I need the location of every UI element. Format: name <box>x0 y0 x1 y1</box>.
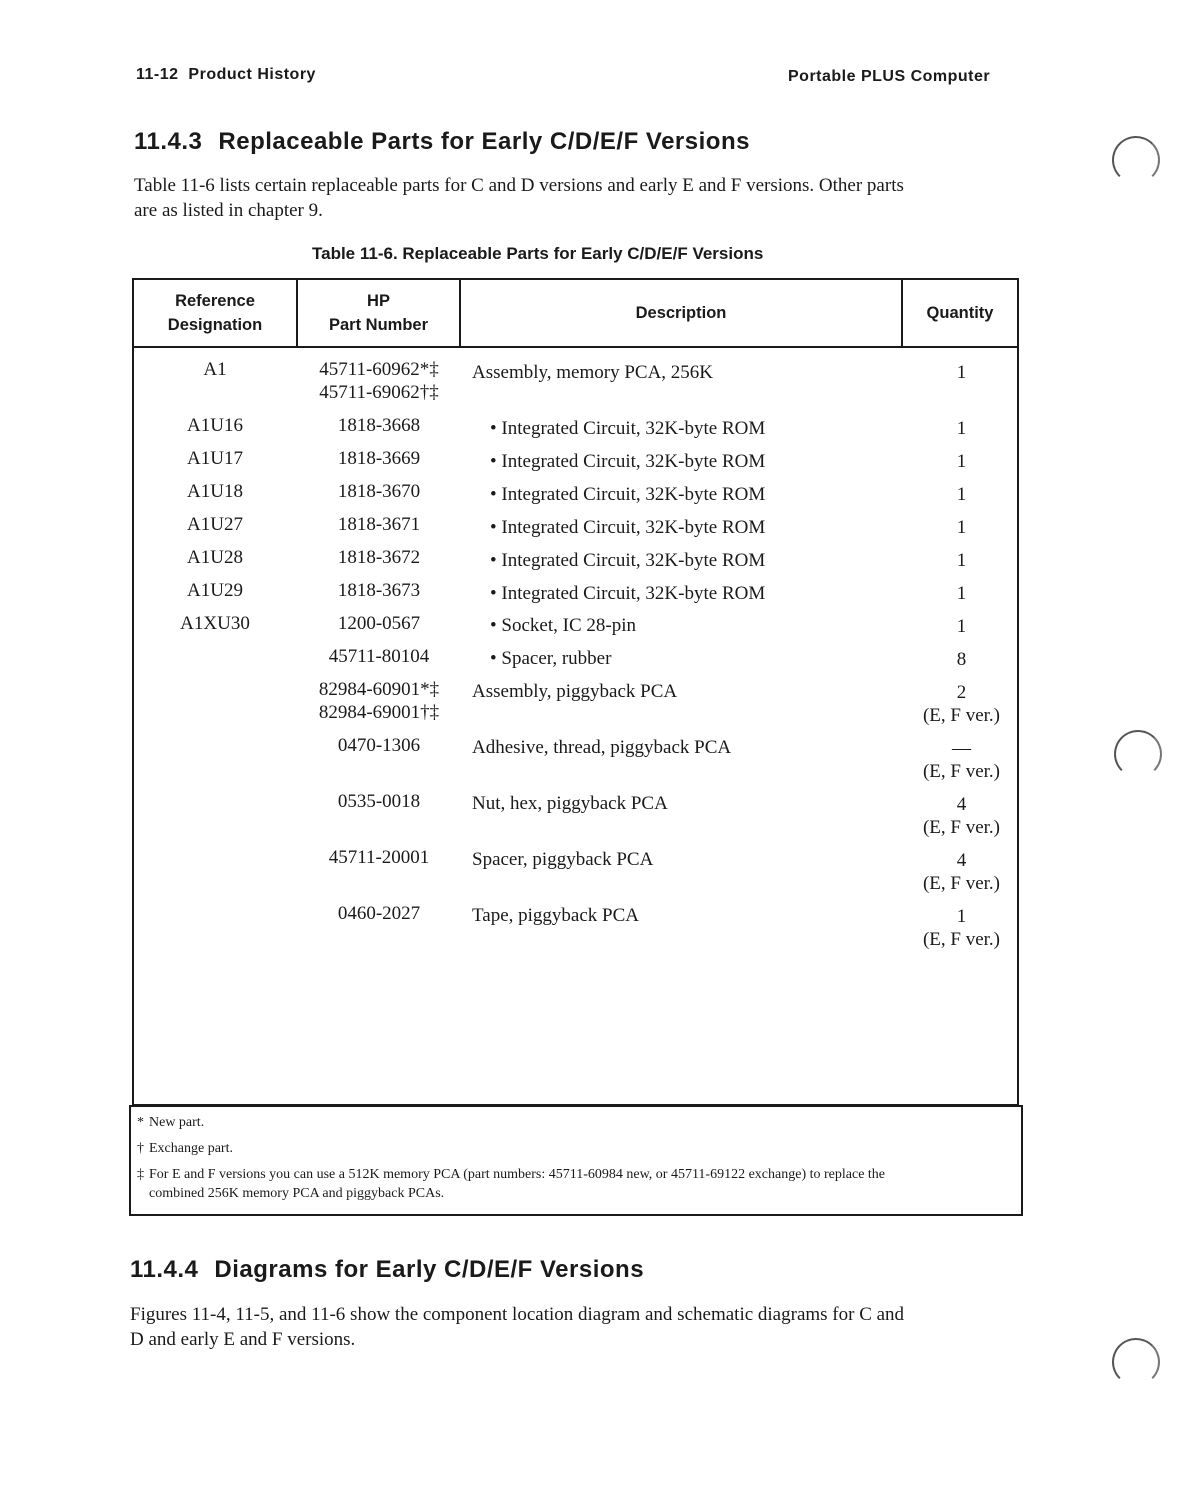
footnote-text: For E and F versions you can use a 512K memory PCA (part numbers: 45711-60984 new, or 45711-69122 exchange) to replace the <box>149 1167 886 1182</box>
part-number: 1200-0567 <box>337 613 421 634</box>
description: • Spacer, rubber <box>490 648 612 669</box>
part-number-line: 82984-69001†‡ <box>318 702 440 723</box>
quantity <box>904 905 1019 951</box>
quantity: 1 <box>956 418 967 439</box>
punch-hole-icon <box>1114 730 1162 778</box>
header-part-number <box>298 280 459 346</box>
section-title: Replaceable Parts for Early C/D/E/F Versions <box>218 128 750 155</box>
quantity <box>904 849 1019 895</box>
part-number: 45711-20001 <box>328 847 430 868</box>
header-text: Description <box>635 304 727 322</box>
quantity-line: (E, F ver.) <box>922 817 1001 838</box>
paragraph-line: D and early E and F versions. <box>130 1329 356 1350</box>
description: Adhesive, thread, piggyback PCA <box>472 737 732 758</box>
quantity <box>904 793 1019 839</box>
part-number: 1818-3673 <box>337 580 421 601</box>
header-divider <box>134 346 1017 348</box>
part-number-line: 45711-60962*‡ <box>319 359 439 380</box>
part-number: 45711-80104 <box>328 646 430 667</box>
description: Assembly, memory PCA, 256K <box>472 362 714 383</box>
quantity: 1 <box>956 362 967 383</box>
reference-designation: A1U28 <box>187 547 243 568</box>
part-number <box>298 678 460 724</box>
quantity-line: (E, F ver.) <box>922 761 1001 782</box>
quantity-line: 1 <box>956 906 967 927</box>
part-number: 1818-3672 <box>337 547 421 568</box>
description: • Integrated Circuit, 32K-byte ROM <box>490 451 766 472</box>
quantity: 1 <box>956 484 967 505</box>
quantity-line: (E, F ver.) <box>922 929 1001 950</box>
reference-designation: A1U17 <box>187 448 243 469</box>
part-number: 0470-1306 <box>337 735 421 756</box>
header-text: Designation <box>167 316 263 334</box>
description: Tape, piggyback PCA <box>472 905 640 926</box>
footnote-exchange-part <box>137 1139 233 1158</box>
punch-hole-icon <box>1112 136 1160 184</box>
part-number: 0460-2027 <box>337 903 421 924</box>
quantity: 1 <box>956 583 967 604</box>
punch-hole-icon <box>1112 1338 1160 1386</box>
description: • Socket, IC 28-pin <box>490 615 636 636</box>
quantity: 1 <box>956 616 967 637</box>
section-number: 11.4.4 <box>130 1256 199 1283</box>
section-number: 11.4.3 <box>134 128 203 155</box>
footnote-symbol: * <box>137 1115 144 1130</box>
part-number: 1818-3669 <box>337 448 421 469</box>
part-number <box>298 358 460 404</box>
quantity <box>904 737 1019 783</box>
footnote-symbol: ‡ <box>137 1167 144 1182</box>
header-reference-designation <box>134 280 296 346</box>
quantity-line: 2 <box>956 682 967 703</box>
header-text: Quantity <box>926 304 994 322</box>
header-text: Reference <box>175 292 255 310</box>
reference-designation: A1U29 <box>187 580 243 601</box>
header-quantity <box>903 280 1017 346</box>
parts-table <box>132 278 1019 1106</box>
part-number: 1818-3671 <box>337 514 421 535</box>
reference-designation: A1U18 <box>187 481 243 502</box>
description: Assembly, piggyback PCA <box>472 681 678 702</box>
footnote-new-part <box>137 1113 204 1132</box>
running-header-left: 11-12 Product History <box>136 66 316 83</box>
running-header-right: Portable PLUS Computer <box>788 68 991 85</box>
footnote-symbol: † <box>137 1141 144 1156</box>
reference-designation: A1U16 <box>187 415 243 436</box>
header-text: Part Number <box>328 316 429 334</box>
footnote-text: New part. <box>149 1115 205 1130</box>
quantity-line: (E, F ver.) <box>922 873 1001 894</box>
description: • Integrated Circuit, 32K-byte ROM <box>490 517 766 538</box>
description: • Integrated Circuit, 32K-byte ROM <box>490 550 766 571</box>
reference-designation: A1XU30 <box>180 613 250 634</box>
header-description <box>461 280 901 346</box>
paragraph-line: are as listed in chapter 9. <box>134 200 323 221</box>
header-text: HP <box>367 292 390 310</box>
quantity: 8 <box>956 649 967 670</box>
footnote-text: Exchange part. <box>149 1141 233 1156</box>
description: • Integrated Circuit, 32K-byte ROM <box>490 418 766 439</box>
paragraph-line: Table 11-6 lists certain replaceable parts for C and D versions and early E and F versions. Other parts <box>134 175 904 196</box>
section-heading-diagrams <box>130 1256 644 1284</box>
quantity: 1 <box>956 451 967 472</box>
quantity <box>904 681 1019 727</box>
section-paragraph-diagrams <box>130 1302 904 1352</box>
description: • Integrated Circuit, 32K-byte ROM <box>490 484 766 505</box>
quantity: 1 <box>956 517 967 538</box>
quantity-line: (E, F ver.) <box>922 705 1001 726</box>
quantity-line: 4 <box>956 850 967 871</box>
description: Nut, hex, piggyback PCA <box>472 793 668 814</box>
part-number: 1818-3668 <box>337 415 421 436</box>
part-number: 1818-3670 <box>337 481 421 502</box>
part-number-line: 82984-60901*‡ <box>318 679 440 700</box>
section-paragraph-parts <box>134 173 904 223</box>
section-heading-parts <box>134 128 750 156</box>
paragraph-line: Figures 11-4, 11-5, and 11-6 show the component location diagram and schematic diagrams for C and <box>130 1304 905 1325</box>
section-title: Diagrams for Early C/D/E/F Versions <box>214 1256 645 1283</box>
footnote-text: combined 256K memory PCA and piggyback PCAs. <box>149 1186 445 1201</box>
description: • Integrated Circuit, 32K-byte ROM <box>490 583 766 604</box>
description: Spacer, piggyback PCA <box>472 849 654 870</box>
part-number: 0535-0018 <box>337 791 421 812</box>
table-footnotes <box>129 1105 1023 1216</box>
table-caption: Table 11-6. Replaceable Parts for Early C/D/E/F Versions <box>312 244 764 263</box>
footnote-alternative-pca <box>137 1165 885 1203</box>
reference-designation: A1 <box>203 359 227 380</box>
quantity-line: — <box>952 738 971 759</box>
quantity: 1 <box>956 550 967 571</box>
quantity-line: 4 <box>956 794 967 815</box>
reference-designation: A1U27 <box>187 514 243 535</box>
part-number-line: 45711-69062†‡ <box>319 382 439 403</box>
